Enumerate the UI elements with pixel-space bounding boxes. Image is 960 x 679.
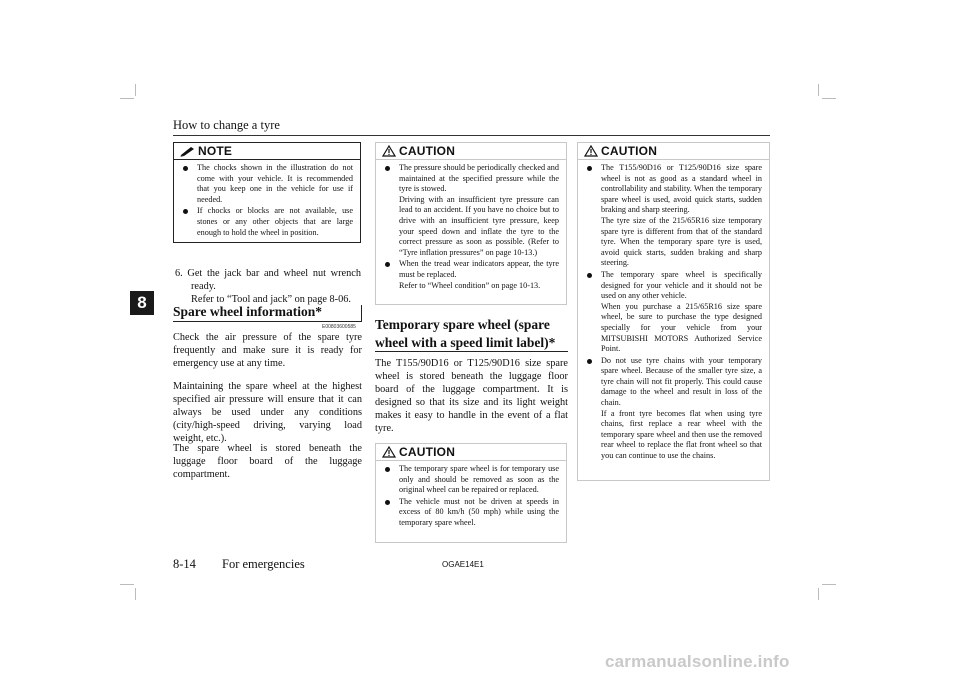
caution-box-spare-wheel-use [577,142,770,481]
warning-triangle-icon [382,145,396,157]
running-header: How to change a tyre [173,118,280,132]
caution-box-temporary-use [375,443,567,543]
chapter-tab: 8 [130,291,154,315]
note-title: NOTE [198,144,233,158]
bullet-icon [587,359,592,364]
crop-mark [135,84,136,96]
document-code: E00803600585 [322,324,356,330]
list-item: The T155/90D16 or T125/90D16 size spare wheel is not as good as a standard wheel in controllability and stability. When the temporary spare wheel is used, avoid quick starts, sudden braking and sharp steering. The tyre size of the 215/65R16 size temporary spare tyre is different from that of the standard tyre. When the temporary spare tyre is used, avoid quick starts, sudden braking and sharp steering. [586,163,762,269]
step-6-reference: Refer to “Tool and jack” on page 8-06. [191,294,351,306]
heading-rule [375,351,568,352]
manual-code: OGAE14E1 [442,560,484,569]
warning-triangle-icon [584,145,598,157]
caution-list [376,160,566,296]
list-item: The chocks shown in the illustration do not come with your vehicle. It is recommended that you keep one in the vehicle for use if needed. [182,163,353,205]
spare-info-paragraph-1: Check the air pressure of the spare tyre frequently and make sure it is ready for emergency use at any time. [173,332,362,370]
list-item: When the tread wear indicators appear, the tyre must be replaced. Refer to “Wheel condition” on page 10-13. [384,259,559,291]
page-number: 8-14 [173,557,196,571]
section-name: For emergencies [222,557,305,571]
watermark-text: carmanualsonline.info [605,652,790,671]
caution-list [578,160,769,467]
list-item: If chocks or blocks are not available, use stones or any other objects that are large enough to hold the wheel in position. [182,206,353,238]
note-pencil-icon [180,146,195,157]
note-title-bar [174,143,360,160]
caution-title-bar [578,143,769,160]
bullet-icon [385,262,390,267]
bullet-icon [385,467,390,472]
caution-list [376,461,566,534]
caution-title-bar [376,143,566,160]
step-6-text: 6. Get the jack bar and wheel nut wrench ready. Refer to “Tool and jack” on page 8-06. [175,268,361,306]
caution-box-pressure [375,142,567,305]
bullet-icon [385,166,390,171]
list-item: The temporary spare wheel is specifically designed for your vehicle and it should not be used on any other vehicle. When you purchase a 215/65R16 size spare wheel, be sure to purchase the type designed specially for your vehicle from your MITSUBISHI MOTORS Authorized Service Point. [586,270,762,355]
caution-title: CAUTION [601,144,658,158]
spare-info-paragraph-3: The spare wheel is stored beneath the luggage floor board of the luggage compartment. [173,443,362,481]
caution-title: CAUTION [399,445,456,459]
list-item: Do not use tyre chains with your temporary spare wheel. Because of the smaller tyre size, a tyre chain will not fit properly. This could cause damage to the wheel and result in loss of the chain. If a front tyre becomes flat when using tyre chains, first replace a rear wheel with the temporary spare wheel and then use the removed rear wheel to replace the flat front wheel so that you can continue to use the chains. [586,356,762,462]
spare-info-paragraph-2: Maintaining the spare wheel at the highest specified air pressure will ensure that it can always be used under any conditions (city/high-speed driving, varying load weight, etc.). [173,381,362,445]
bullet-icon [587,166,592,171]
caution-title-bar [376,444,566,461]
heading-rule-tick [361,305,362,321]
crop-mark [120,98,134,99]
crop-mark [822,584,836,585]
list-item: The pressure should be periodically checked and maintained at the specified pressure while the tyre is stowed. Driving with an insufficient tyre pressure can lead to an accident. If you have no choice but to drive with an insufficient tyre pressure, keep your speed down and inflate the tyre to the correct pressure as soon as possible. (Refer to “Tyre inflation pressures” on page 10-13.) [384,163,559,258]
caution-title: CAUTION [399,144,456,158]
heading-rule [173,321,362,322]
bullet-icon [587,273,592,278]
crop-mark [822,98,836,99]
header-rule [173,135,770,136]
bullet-icon [183,166,188,171]
section-heading-temporary-spare: Temporary spare wheel (spare wheel with a speed limit label)* [375,317,556,350]
warning-triangle-icon [382,446,396,458]
bullet-icon [385,500,390,505]
list-item: The temporary spare wheel is for temporary use only and should be removed as soon as the original wheel can be repaired or replaced. [384,464,559,496]
section-heading-spare-info: Spare wheel information* [173,304,322,319]
note-list [174,160,360,243]
crop-mark [818,588,819,600]
crop-mark [135,588,136,600]
crop-mark [818,84,819,96]
list-item: The vehicle must not be driven at speeds in excess of 80 km/h (50 mph) while using the temporary spare wheel. [384,497,559,529]
note-box [173,142,361,243]
temporary-spare-paragraph: The T155/90D16 or T125/90D16 size spare wheel is stored beneath the luggage floor board of the luggage compartment. It is designed so that its size and its light weight makes it easy to handle in the event of a flat tyre. [375,358,568,435]
bullet-icon [183,209,188,214]
crop-mark [120,584,134,585]
